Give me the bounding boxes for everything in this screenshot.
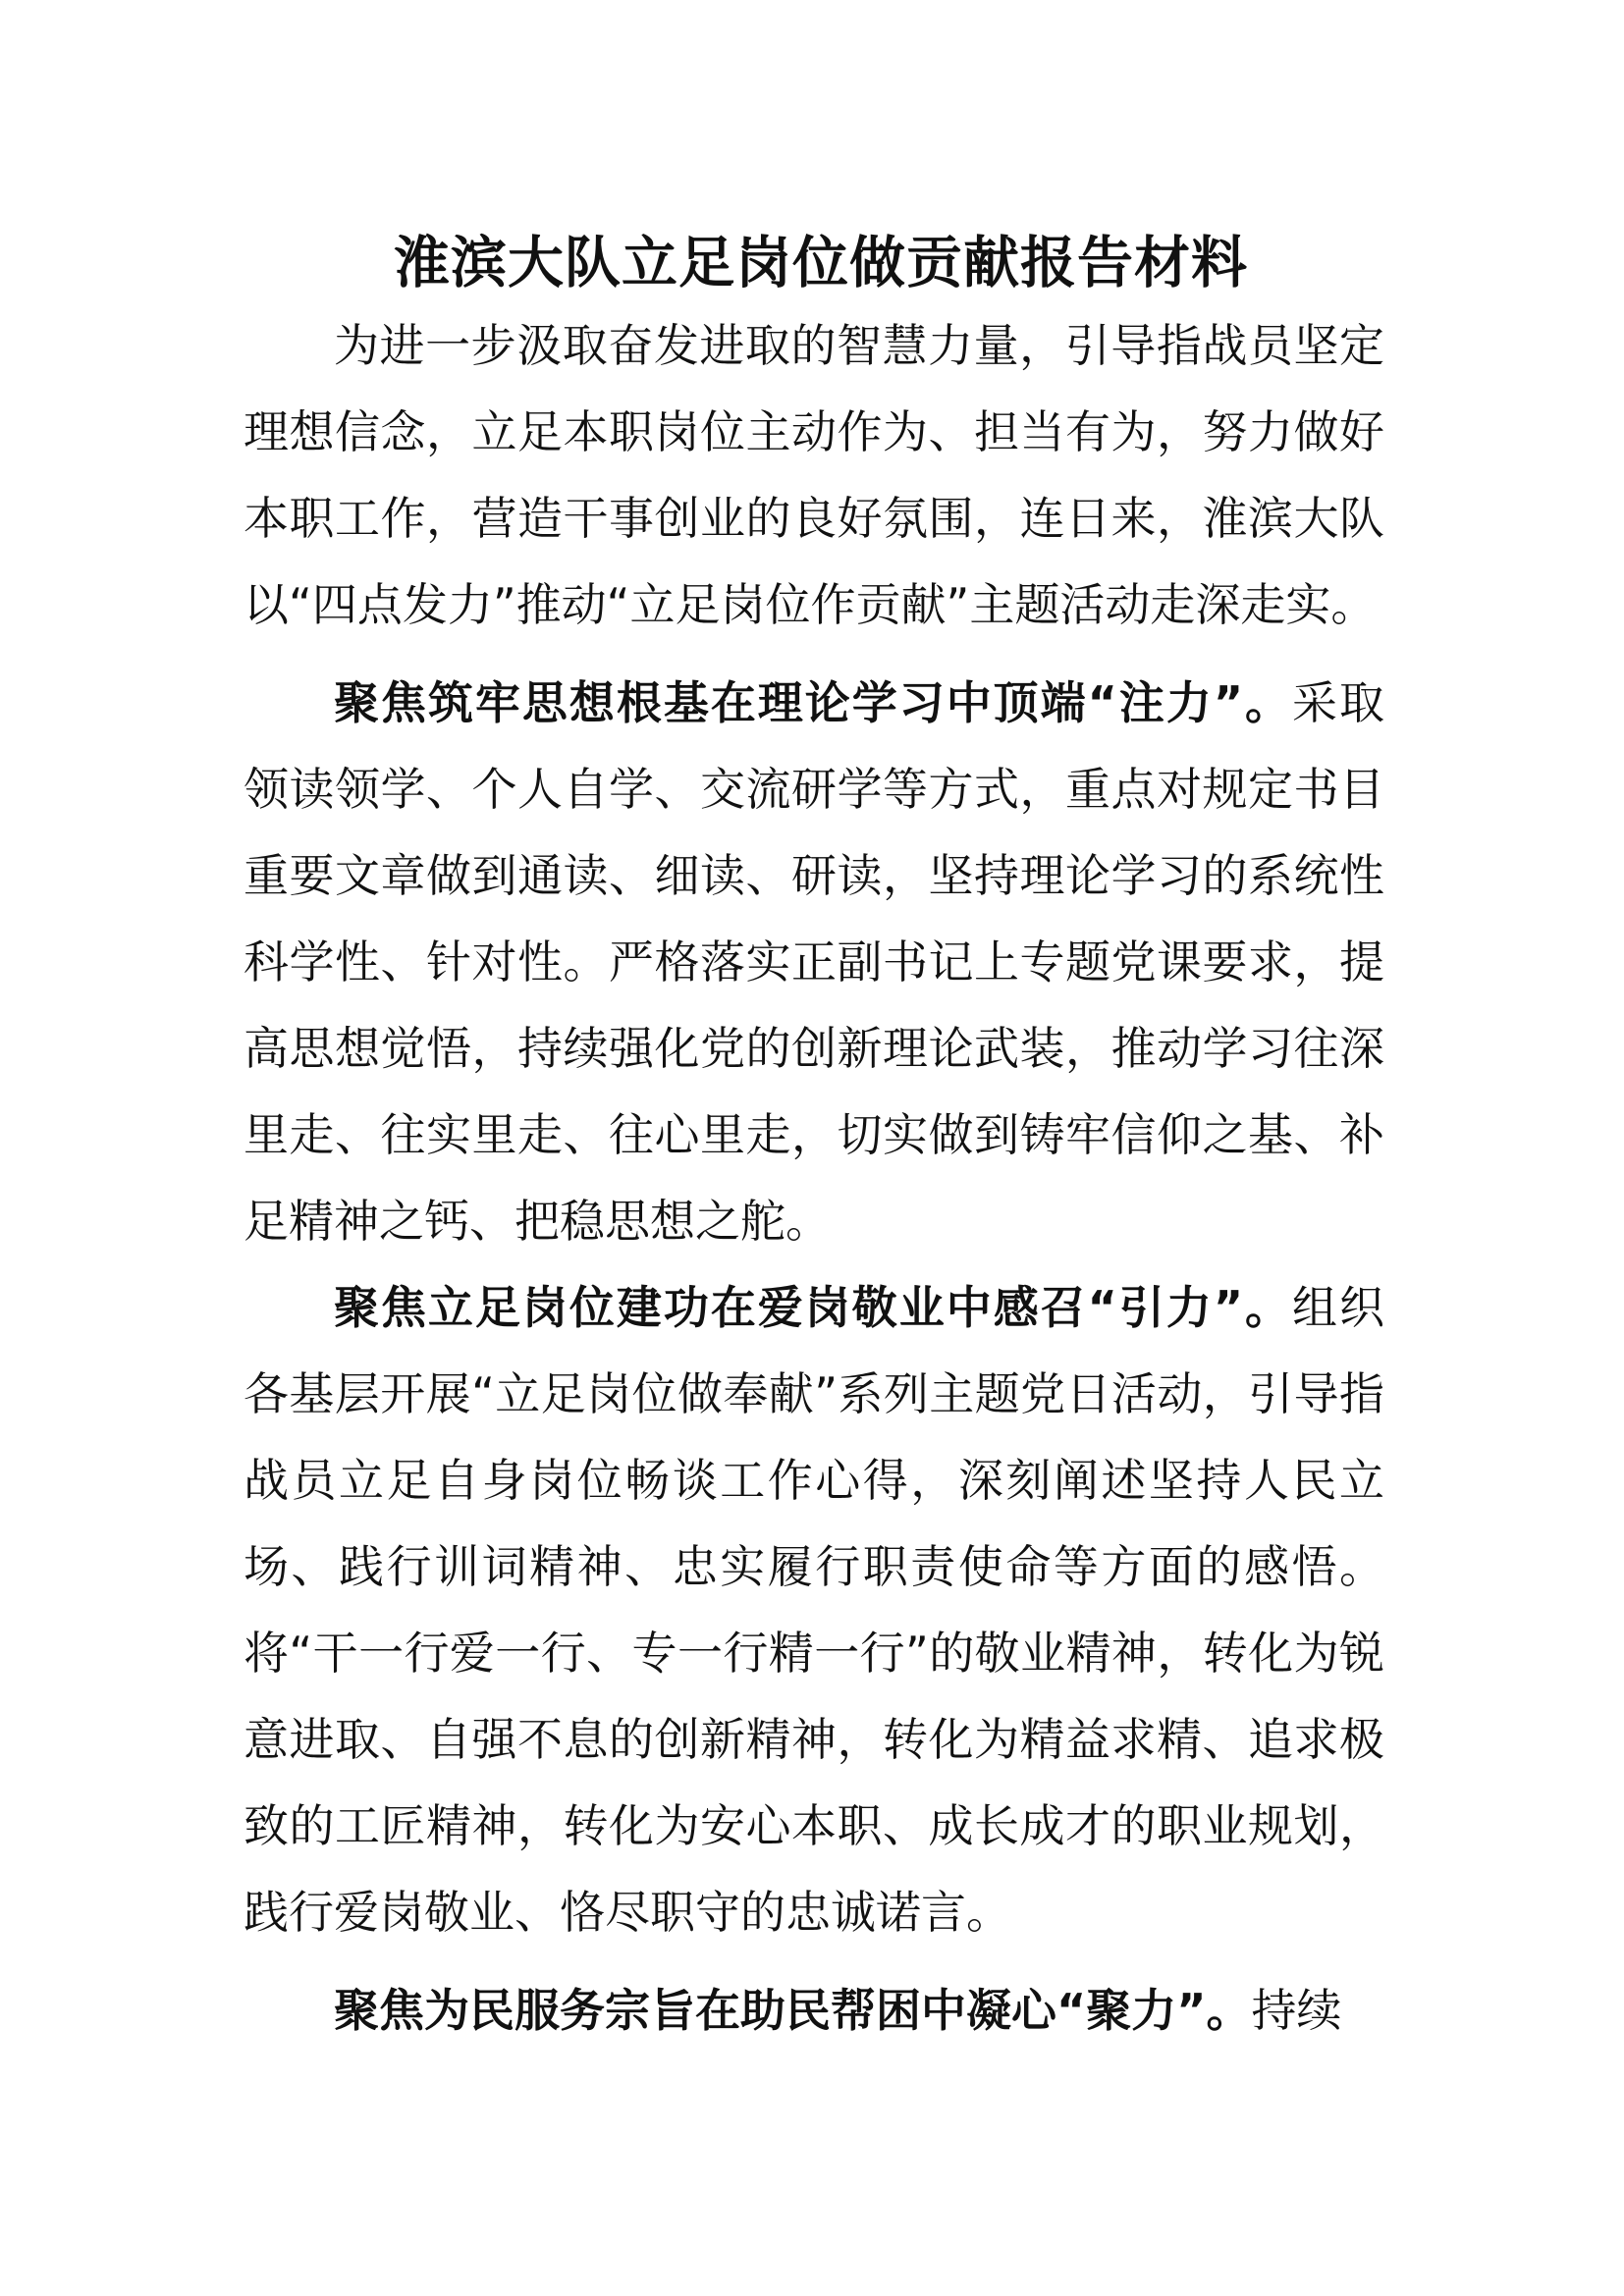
document-title: 淮滨大队立足岗位做贡献报告材料 xyxy=(394,231,1248,295)
paragraph-intro xyxy=(244,302,1384,648)
paragraph-lead: 聚焦为民服务宗旨在助民帮困中凝心“聚力”。 xyxy=(334,1984,1252,2037)
paragraph-public-service xyxy=(244,1967,1384,2054)
paragraph-body: 组织各基层开展“立足岗位做奉献”系列主题党日活动，引导指战员立足自身岗位畅谈工作心得，深刻阐述坚持人民立场、践行训词精神、忠实履行职责使命等方面的感悟。将“干一行爱一行、专一行精一行”的敬业精神，转化为锐意进取、自强不息的创新精神，转化为精益求精、追求极致的工匠精神，转化为安心本职、成长成才的职业规划，践行爱岗敬业、恪尽职守的忠诚诺言。 xyxy=(244,1281,1385,1939)
document-body xyxy=(244,218,1384,2054)
paragraph-body: 持续 xyxy=(1251,1984,1342,2037)
paragraph-lead: 聚焦立足岗位建功在爱岗敬业中感召“引力”。 xyxy=(334,1281,1293,1334)
paragraph-body: 为进一步汲取奋发进取的智慧力量，引导指战员坚定理想信念，立足本职岗位主动作为、担当有为，努力做好本职工作，营造干事创业的良好氛围，连日来，淮滨大队以“四点发力”推动“立足岗位作贡献”主题活动走深走实。 xyxy=(244,319,1384,631)
paragraph-body: 采取领读领学、个人自学、交流研学等方式，重点对规定书目重要文章做到通读、细读、研读，坚持理论学习的系统性科学性、针对性。严格落实正副书记上专题党课要求，提高思想觉悟，持续强化党的创新理论武装，推动学习往深里走、往实里走、往心里走，切实做到铸牢信仰之基、补足精神之钙、把稳思想之舵。 xyxy=(244,676,1385,1248)
paragraph-theory-study xyxy=(244,660,1384,1264)
paragraph-post-dedication xyxy=(244,1264,1384,1955)
paragraph-lead: 聚焦筑牢思想根基在理论学习中顶端“注力”。 xyxy=(334,676,1293,729)
